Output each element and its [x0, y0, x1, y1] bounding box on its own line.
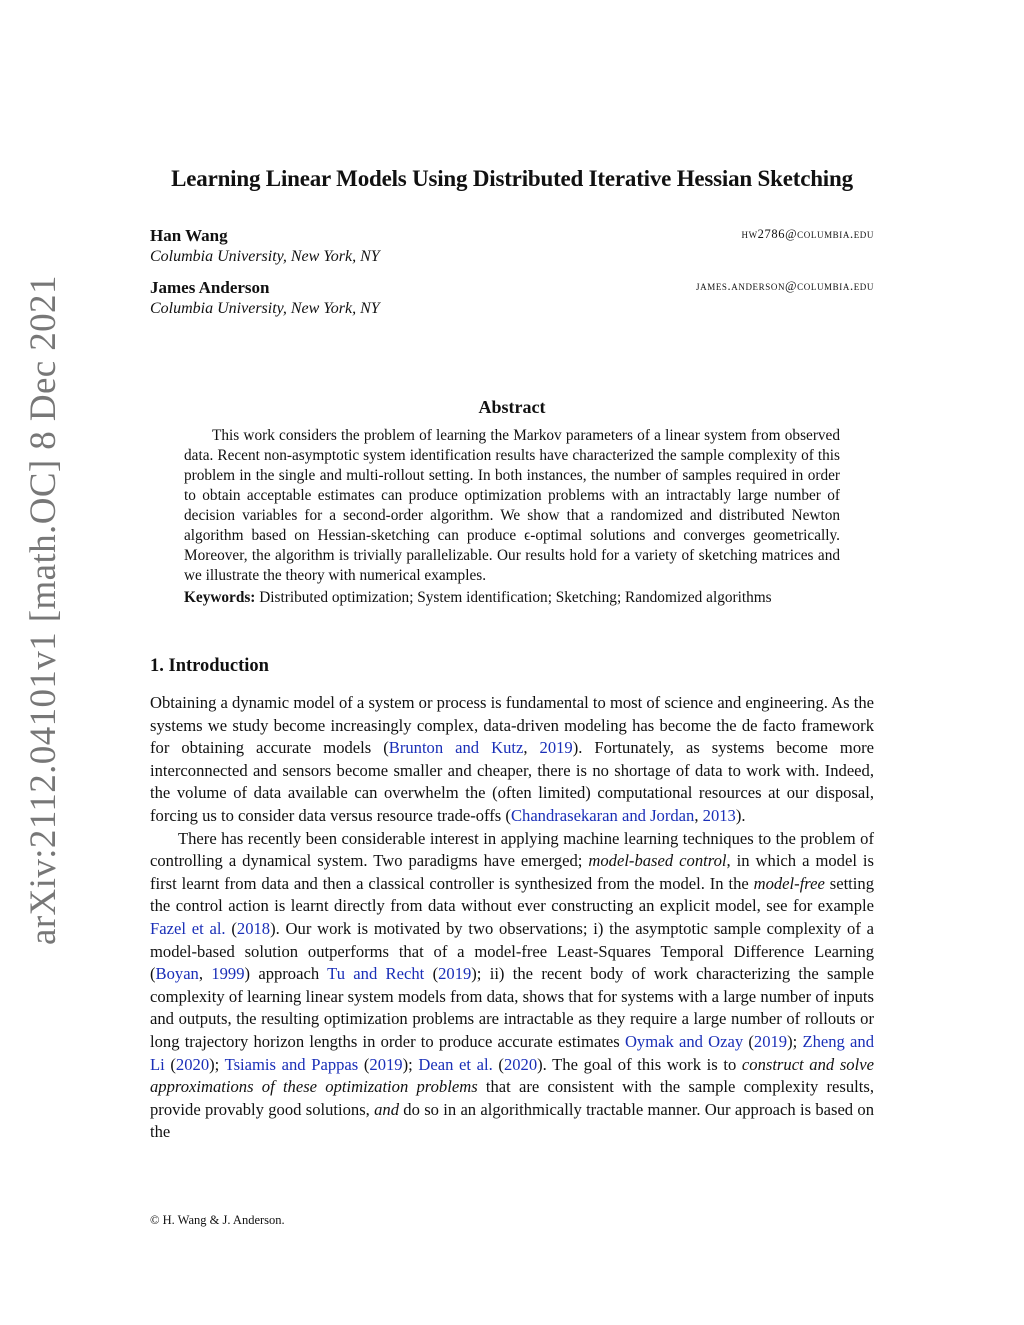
citation-year-link[interactable]: 2019 [438, 964, 472, 984]
citation-link[interactable]: Tsiamis and Pappas [224, 1054, 359, 1074]
section-heading-introduction: 1. Introduction [150, 656, 269, 676]
abstract-heading: Abstract [478, 397, 546, 417]
text: , [523, 738, 540, 758]
text: ); [402, 1054, 419, 1074]
copyright-footer: © H. Wang & J. Anderson. [150, 1213, 285, 1227]
citation-year-link[interactable]: 2019 [753, 1031, 788, 1051]
text: ( [424, 964, 439, 984]
text: Obtaining a dynamic model of a system or process is fundamental to most of science and engineering. As the systems we study become increasingly complex, data-driven modeling has become the de facto framework for obtaining accurate models ( [150, 693, 874, 758]
citation-year-link[interactable]: 2013 [702, 805, 736, 825]
text: setting the control action is learnt directly from data without ever constructing an explicit model, see for example [150, 873, 874, 916]
text: ); [209, 1054, 225, 1074]
citation-year-link[interactable]: 2019 [539, 738, 573, 758]
author-affiliation: Columbia University, New York, NY [150, 248, 380, 265]
introduction-body [150, 692, 874, 1144]
author-2 [150, 277, 874, 319]
citation-year-link[interactable]: 2019 [369, 1054, 403, 1074]
text: ). Fortunately, as systems become more interconnected and sensors become smaller and cheaper, there is no shortage of data to work with. Indeed, the volume of data available can overwhelm the (often limited) computational resources at our disposal, forcing us to consider data versus resource trade-offs ( [150, 738, 875, 825]
text: ). The goal of this work is to [537, 1054, 742, 1074]
emphasis: and [374, 1099, 400, 1119]
abstract-section [184, 426, 840, 608]
text: , in which a model is first learnt from data and then a classical controller is synthesized from the model. In the [150, 851, 874, 893]
text: , [694, 805, 703, 825]
text: , [198, 964, 212, 984]
citation-link[interactable]: Boyan [155, 964, 199, 984]
author-1 [150, 225, 874, 267]
citation-link[interactable]: Zheng and Li [150, 1031, 874, 1074]
text: ( [492, 1054, 504, 1074]
paper-title: Learning Linear Models Using Distributed Iterative Hessian Sketching [171, 166, 853, 191]
text: do so in an algorithmically tractable manner. Our approach is based on the [150, 1099, 874, 1142]
text: ). [735, 805, 746, 825]
author-name: Han Wang [150, 226, 228, 245]
keywords-list: Distributed optimization; System identification; Sketching; Randomized algorithms [259, 589, 772, 606]
abstract-text: This work considers the problem of learning the Markov parameters of a linear system from observed data. Recent non-asymptotic system identification results have characterized the sample complexity of this problem in the single and multi-rollout setting. In both instances, the number of samples required in order to obtain acceptable estimates can produce optimization problems with an intractably large number of decision variables for a second-order algorithm. We show that a randomized and distributed Newton algorithm based on Hessian-sketching can produce ϵ-optimal solutions and converges geometrically. Moreover, the algorithm is trivially parallelizable. Our results hold for a variety of sketching matrices and we illustrate the theory with numerical examples. [184, 427, 840, 584]
text: ( [164, 1054, 176, 1074]
author-email[interactable]: james.anderson@columbia.edu [696, 279, 874, 293]
text: ) approach [244, 964, 328, 984]
citation-year-link[interactable]: 1999 [211, 964, 245, 984]
emphasis: model-based control [588, 851, 727, 871]
text: ). Our work is motivated by two observations; i) the asymptotic sample complexity of a model-based solution outperforms that of a model-free Least-Squares Temporal Difference Learning ( [150, 918, 874, 984]
keywords [184, 588, 840, 608]
citation-link[interactable]: Oymak and Ozay [624, 1031, 744, 1051]
text: ( [225, 918, 237, 938]
text: ( [358, 1054, 370, 1074]
emphasis: model-free [753, 873, 825, 893]
text: ); [787, 1031, 803, 1051]
arxiv-identifier-stamp: arXiv:2112.04101v1 [math.OC] 8 Dec 2021 [23, 275, 64, 945]
citation-link[interactable]: Fazel et al. [150, 918, 226, 938]
text: ); ii) the recent body of work characterizing the sample complexity of learning linear system models from data, shows that for systems with a large number of inputs and outputs, the resulting optimization problems are intractable as they require a large number of rollouts or long trajectory horizon lengths in order to produce accurate estimates [150, 964, 875, 1051]
citation-year-link[interactable]: 2020 [503, 1054, 538, 1074]
citation-link[interactable]: Brunton and Kutz [388, 738, 524, 758]
paragraph [150, 828, 874, 1144]
paragraph [150, 692, 874, 828]
citation-year-link[interactable]: 2018 [236, 918, 271, 938]
keywords-label: Keywords: [184, 589, 256, 606]
text: ( [743, 1031, 754, 1051]
author-email[interactable]: hw2786@columbia.edu [741, 227, 874, 241]
citation-link[interactable]: Dean et al. [418, 1054, 493, 1074]
text: There has recently been considerable interest in applying machine learning techniques to the problem of controlling a dynamical system. Two paradigms have emerged; [150, 828, 874, 871]
text: that are consistent with the sample complexity results, provide provably good solutions, [150, 1077, 874, 1119]
citation-link[interactable]: Tu and Recht [327, 964, 425, 984]
citation-link[interactable]: Chandrasekaran and Jordan [510, 805, 695, 825]
citation-year-link[interactable]: 2020 [175, 1054, 210, 1074]
author-affiliation: Columbia University, New York, NY [150, 300, 380, 317]
emphasis: construct and solve approximations of these optimization problems [150, 1054, 874, 1097]
author-name: James Anderson [150, 278, 270, 297]
